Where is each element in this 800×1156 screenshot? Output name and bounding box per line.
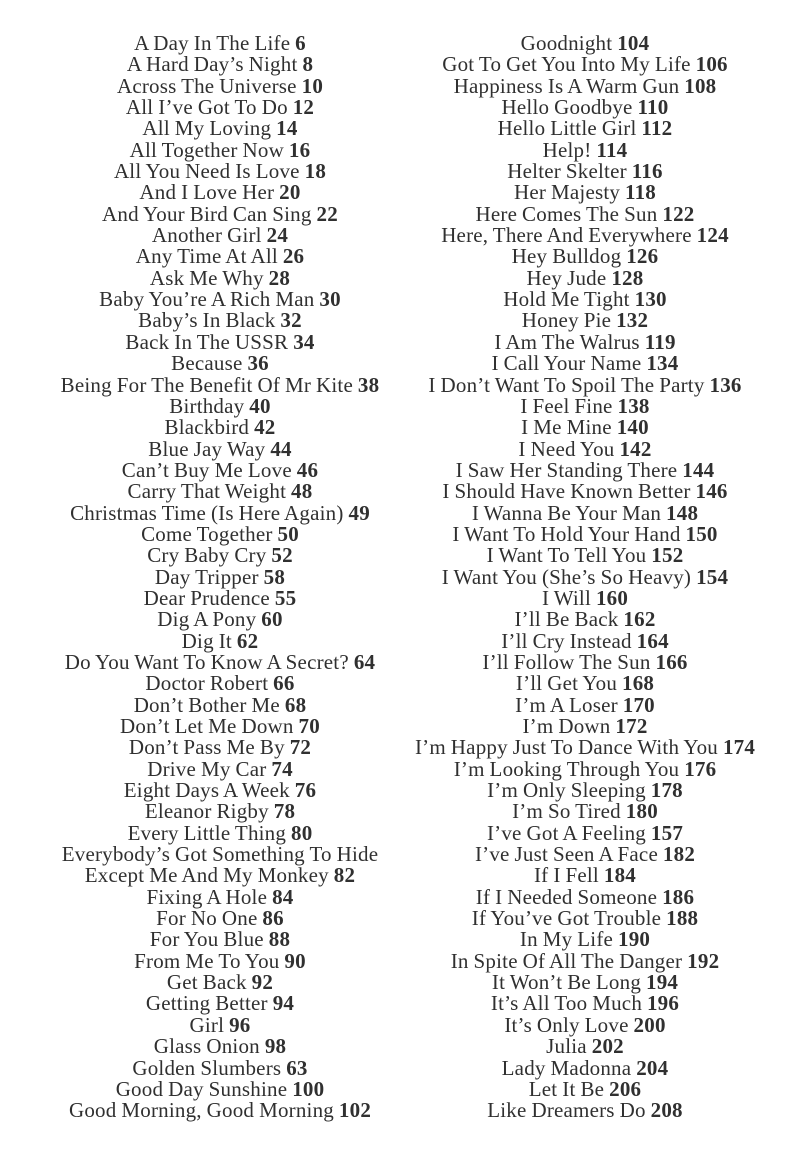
song-title: I Want To Hold Your Hand [452,521,681,546]
song-title: Honey Pie [521,308,612,333]
song-title: Drive My Car [147,756,267,781]
song-title: I’m Looking Through You [453,756,680,781]
song-page-number: 49 [343,500,370,525]
song-title: I’ve Just Seen A Face [474,842,658,867]
song-entry [370,673,800,694]
song-title: I Wanna Be Your Man [471,500,662,525]
song-title: Like Dreamers Do [487,1098,646,1123]
song-title: Dig It [181,628,232,653]
song-page-number: 22 [311,201,338,226]
song-entry [370,628,800,653]
song-page-number: 116 [626,159,663,184]
song-page-number: 106 [690,52,728,77]
song-page-number: 96 [224,1012,251,1037]
song-title: Another Girl [151,223,262,248]
song-page-number: 168 [617,671,655,696]
song-entry [370,201,800,226]
song-page-number: 170 [617,692,655,717]
song-title: If You’ve Got Trouble [471,906,662,931]
song-title: Christmas Time (Is Here Again) [70,500,344,525]
song-page-number: 140 [611,415,649,440]
song-page-number: 118 [620,180,656,205]
song-page-number: 208 [645,1098,683,1123]
song-entry [370,948,800,973]
song-title: Day Tripper [154,564,259,589]
song-title: Except Me And My Monkey [84,863,329,888]
song-entry [370,1076,800,1101]
song-title: Do You Want To Know A Secret? [64,649,349,674]
song-entry [370,1036,800,1057]
song-page-number: 138 [612,393,650,418]
song-title: I Should Have Known Better [442,479,691,504]
song-entry [370,908,800,929]
song-entry [370,1055,800,1080]
song-title: If I Fell [533,863,599,888]
song-title: I’ll Follow The Sun [482,649,651,674]
song-page-number: 157 [645,820,684,845]
song-title: I’m Down [522,714,611,738]
song-page-number: 102 [333,1098,372,1123]
song-page-number: 98 [259,1034,287,1059]
song-entry [370,865,800,886]
song-title: I’m A Loser [515,692,618,717]
song-title: Because [171,351,243,376]
song-entry [370,500,800,525]
song-entry [370,182,800,203]
song-entry [370,54,800,75]
song-page-number: 66 [268,671,295,696]
song-entry [370,73,800,98]
song-title: Here, There And Everywhere [441,223,692,248]
song-entry [370,929,800,950]
song-entry [370,649,800,674]
index-column-right [370,33,800,1122]
song-entry [370,756,800,781]
song-title: Hello Goodbye [501,95,633,120]
song-page-number: 68 [279,692,307,717]
song-entry [370,97,800,118]
song-title: Lady Madonna [501,1055,632,1080]
song-page-number: 63 [281,1055,308,1080]
song-title: I Will [541,585,591,610]
song-page-number: 14 [271,116,298,141]
song-title: Hey Jude [526,265,607,290]
song-page-number: 188 [661,906,699,931]
song-page-number: 62 [231,628,259,653]
song-page-number: 134 [641,351,679,376]
song-entry [370,585,800,610]
song-entry [370,417,800,438]
song-title: Good Day Sunshine [115,1076,288,1101]
song-title: Eight Days A Week [123,778,290,803]
song-page-number: 70 [293,714,320,738]
song-title: For You Blue [149,927,264,952]
song-entry [370,801,800,822]
song-page-number: 34 [288,329,315,354]
song-page-number: 20 [274,180,301,205]
song-page-number: 42 [249,415,276,440]
song-page-number: 46 [291,457,319,482]
song-page-number: 86 [257,906,284,931]
song-entry [370,225,800,246]
song-page-number: 6 [290,31,306,55]
song-title: Come Together [141,521,273,546]
song-title: Everybody’s Got Something To Hide [61,842,379,867]
song-page-number: 18 [299,159,327,184]
song-page-number: 132 [611,308,649,333]
song-title: Eleanor Rigby [144,799,269,824]
song-page-number: 110 [632,95,669,120]
song-entry [370,118,800,139]
song-page-number: 58 [258,564,286,589]
song-page-number: 82 [328,863,356,888]
song-title: I’m Only Sleeping [487,778,646,803]
song-entry [370,993,800,1014]
song-title: I’ve Got A Feeling [486,820,646,845]
song-title: All My Loving [142,116,272,141]
song-title: Doctor Robert [145,671,269,696]
song-page-number: 152 [646,543,684,568]
song-page-number: 72 [284,735,312,760]
song-page-number: 176 [679,756,717,781]
song-entry [370,521,800,546]
song-page-number: 164 [631,628,669,653]
song-page-number: 162 [618,607,656,632]
song-entry [370,353,800,374]
song-page-number: 186 [657,884,695,909]
song-page-number: 104 [612,31,650,55]
song-page-number: 78 [268,799,296,824]
song-page-number: 74 [266,756,293,781]
song-page-number: 108 [679,73,717,98]
song-entry [370,1012,800,1037]
song-page-number: 124 [691,223,729,248]
song-title: I’m So Tired [512,799,621,824]
song-page-number: 8 [297,52,314,77]
song-title: Hey Bulldog [511,244,622,269]
song-title: Hold Me Tight [503,287,630,312]
song-page-number: 26 [277,244,305,269]
song-entry [370,161,800,182]
song-title: I’ll Cry Instead [501,628,632,653]
song-title: Her Majesty [514,180,621,205]
song-title: Every Little Thing [127,820,287,845]
song-title: Baby’s In Black [138,308,276,333]
song-title: All You Need Is Love [113,159,300,184]
song-title: Birthday [169,393,245,418]
song-entry [370,481,800,502]
song-page-number: 36 [242,351,269,376]
song-page-number: 50 [272,521,299,546]
song-page-number: 90 [279,948,306,973]
song-entry [370,884,800,909]
song-page-number: 194 [641,970,679,995]
song-title: I Me Mine [521,415,612,440]
song-page-number: 76 [289,778,317,803]
song-title: In Spite Of All The Danger [450,948,683,973]
song-page-number: 32 [275,308,302,333]
song-entry [370,457,800,482]
song-page-number: 112 [636,116,673,141]
song-title: Get Back [166,970,247,995]
song-page-number: 172 [610,714,648,738]
song-title: Goodnight [520,31,613,55]
song-page-number: 114 [591,137,628,162]
song-entry [370,545,800,566]
song-title: A Day In The Life [134,31,291,55]
song-entry [370,737,800,758]
song-page-number: 80 [286,820,313,845]
song-page-number: 12 [287,95,315,120]
song-page-number: 16 [283,137,311,162]
song-title: I Want You (She’s So Heavy) [441,564,692,589]
song-entry [370,33,800,54]
song-title: And I Love Her [139,180,275,205]
song-entry [370,137,800,162]
song-page-number: 160 [591,585,629,610]
song-title: I Don’t Want To Spoil The Party [428,372,705,397]
song-entry [370,1100,800,1121]
song-page-number: 64 [348,649,376,674]
song-title: Here Comes The Sun [475,201,658,226]
song-title: Carry That Weight [127,479,287,504]
song-title: Let It Be [528,1076,605,1101]
song-page-number: 60 [256,607,283,632]
song-title: Help! [542,137,592,162]
song-page-number: 174 [718,735,756,760]
song-title: Good Morning, Good Morning [68,1098,334,1123]
song-page-number: 10 [296,73,324,98]
song-title: It Won’t Be Long [491,970,642,995]
song-title: Back In The USSR [125,329,289,354]
song-page-number: 88 [263,927,291,952]
song-entry [370,820,800,845]
song-title: Across The Universe [116,73,297,98]
song-page-number: 202 [586,1034,624,1059]
song-title: For No One [156,906,258,931]
song-page-number: 24 [261,223,289,248]
song-page-number: 100 [287,1076,325,1101]
song-title: Fixing A Hole [146,884,268,909]
song-title: Dig A Pony [157,607,257,632]
song-page-number: 94 [267,991,295,1016]
song-title: In My Life [519,927,614,952]
song-entry [370,564,800,589]
song-title: Being For The Benefit Of Mr Kite [60,372,353,397]
song-page-number: 178 [645,778,683,803]
song-page-number: 154 [691,564,729,589]
song-title: Girl [189,1012,225,1037]
song-page-number: 192 [682,948,720,973]
song-title: All Together Now [129,137,284,162]
song-title: I’m Happy Just To Dance With You [414,735,718,760]
song-page-number: 190 [613,927,651,952]
song-title: Getting Better [145,991,268,1016]
song-title: Hello Little Girl [497,116,637,141]
song-title: Glass Onion [153,1034,260,1059]
song-title: It’s Only Love [504,1012,629,1037]
song-page-number: 166 [650,649,688,674]
song-page-number: 92 [246,970,274,995]
song-title: It’s All Too Much [490,991,643,1016]
song-title: All I’ve Got To Do [125,95,288,120]
song-title: I Want To Tell You [486,543,647,568]
song-title: Dear Prudence [143,585,270,610]
song-page-number: 119 [639,329,676,354]
song-title: I’ll Get You [515,671,618,696]
song-page-number: 142 [614,436,652,461]
song-entry [370,310,800,331]
song-page-number: 38 [352,372,380,397]
song-page-number: 40 [244,393,271,418]
song-entry [370,780,800,801]
song-title: Helter Skelter [507,159,627,184]
song-page-number: 136 [704,372,742,397]
song-title: Julia [546,1034,587,1059]
song-entry [370,972,800,993]
song-page-number: 196 [642,991,680,1016]
song-entry [370,692,800,717]
song-entry [370,393,800,418]
song-title: Don’t Let Me Down [120,714,294,738]
song-entry [370,844,800,865]
song-title: Baby You’re A Rich Man [99,287,315,312]
song-page-number: 200 [628,1012,666,1037]
song-entry [370,329,800,354]
song-page-number: 128 [606,265,644,290]
song-page-number: 44 [265,436,292,461]
song-page-number: 126 [621,244,659,269]
song-page-number: 148 [661,500,699,525]
song-title: From Me To You [134,948,280,973]
song-page-number: 52 [266,543,293,568]
song-page-number: 55 [269,585,297,610]
song-page-number: 184 [598,863,636,888]
song-page-number: 122 [657,201,695,226]
song-title: I Saw Her Standing There [455,457,678,482]
song-page-number: 144 [677,457,715,482]
song-entry [370,265,800,290]
song-page-number: 180 [620,799,658,824]
song-entry [370,372,800,397]
song-title: Cry Baby Cry [147,543,267,568]
song-page-number: 182 [657,842,696,867]
song-page-number: 206 [604,1076,642,1101]
song-title: I Need You [518,436,615,461]
song-page-number: 84 [267,884,294,909]
song-page-number: 48 [286,479,313,504]
song-title: Can’t Buy Me Love [121,457,292,482]
song-title: Don’t Pass Me By [128,735,285,760]
song-page-number: 30 [314,287,341,312]
song-title: I Feel Fine [520,393,613,418]
song-title: If I Needed Someone [475,884,658,909]
song-entry [370,716,800,737]
song-title: Happiness Is A Warm Gun [453,73,680,98]
song-title: A Hard Day’s Night [126,52,298,77]
song-title: Any Time At All [135,244,278,269]
song-title: Ask Me Why [149,265,264,290]
song-page-number: 130 [629,287,667,312]
song-title: I Am The Walrus [494,329,640,354]
song-title: Golden Slumbers [132,1055,282,1080]
song-page-number: 146 [690,479,728,504]
song-title: I’ll Be Back [514,607,619,632]
song-title: Blackbird [164,415,250,440]
song-title: Blue Jay Way [148,436,266,461]
song-entry [370,609,800,630]
song-page-number: 28 [263,265,291,290]
song-title: Don’t Bother Me [133,692,280,717]
song-title: Got To Get You Into My Life [442,52,691,77]
song-title: I Call Your Name [491,351,642,376]
song-title: And Your Bird Can Sing [102,201,312,226]
song-entry [370,246,800,267]
song-page-number: 150 [680,521,718,546]
song-entry [370,436,800,461]
song-entry [370,289,800,310]
song-page-number: 204 [631,1055,669,1080]
